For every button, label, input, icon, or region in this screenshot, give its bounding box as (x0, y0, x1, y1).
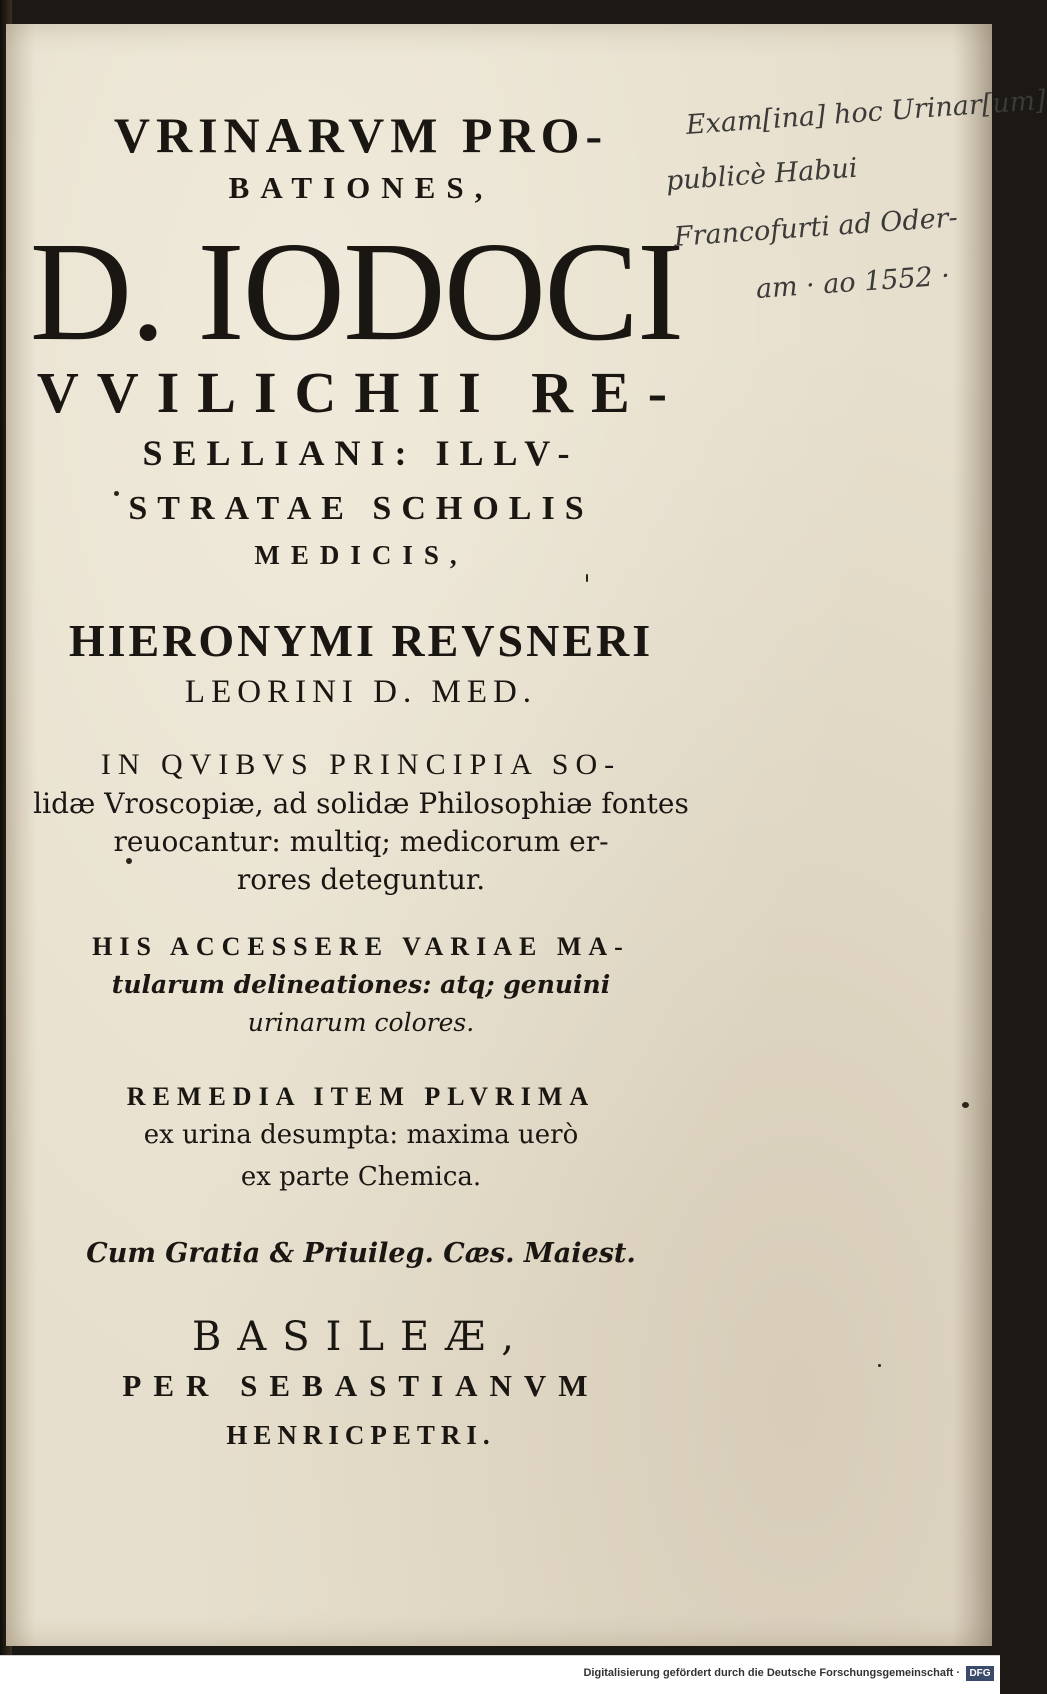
addition-line-2: tularum delineationes: atq; genuini (111, 970, 611, 999)
privilege-line: Cum Gratia & Priuileg. Cæs. Maiest. (86, 1238, 636, 1269)
title-line-1: VRINARVM PRO- (113, 107, 609, 163)
title-line-6: STRATAE SCHOLIS (128, 490, 594, 527)
remedies-line-3: ex parte Chemica. (240, 1162, 482, 1192)
addition-line-3: urinarum colores. (247, 1008, 475, 1037)
handwritten-note-line-2: publicè Habui (664, 152, 859, 197)
ink-speck (126, 858, 132, 864)
digitization-footer (0, 1655, 1000, 1694)
author-line-1: VVILICHII RE- (36, 360, 686, 425)
ink-speck (114, 491, 119, 496)
remedies-line-2: ex urina desumpta: maxima uerò (143, 1120, 579, 1150)
handwritten-note-line-1: Exam[ina] hoc Urinar[um] (684, 84, 1047, 141)
ink-speck (878, 1364, 881, 1367)
commentator-name: HIERONYMI REVSNERI (68, 615, 654, 666)
funding-credit: Digitalisierung gefördert durch die Deutsche Forschungsgemeinschaft · (583, 1667, 960, 1679)
imprint-printer-1: PER SEBASTIANVM (122, 1368, 600, 1403)
handwritten-note-line-3: Francofurti ad Oder- (672, 202, 959, 253)
title-page (6, 24, 1047, 1646)
title-line-2: BATIONES, (228, 170, 494, 205)
title-line-7: MEDICIS, (254, 540, 468, 570)
addition-line-1: HIS ACCESSERE VARIAE MA- (92, 932, 630, 961)
imprint-place: BASILEÆ, (192, 1314, 530, 1360)
ink-speck (962, 1102, 969, 1108)
description-line-2: lidæ Vroscopiæ, ad solidæ Philosophiæ fontes (33, 787, 689, 820)
dfg-logo-icon: DFG (966, 1666, 994, 1681)
author-name-large: D. IODOCI (29, 212, 683, 370)
imprint-printer-2: HENRICPETRI. (226, 1420, 496, 1450)
description-line-4: rores deteguntur. (236, 863, 486, 896)
description-line-1: IN QVIBVS PRINCIPIA SO- (100, 748, 622, 781)
remedies-line-1: REMEDIA ITEM PLVRIMA (126, 1082, 596, 1111)
commentator-title: LEORINI D. MED. (184, 674, 538, 710)
handwritten-note-line-4: am · ao 1552 · (754, 260, 951, 305)
author-line-2: SELLIANI: ILLV- (142, 433, 580, 473)
description-line-3: reuocantur: multiq; medicorum er- (113, 825, 609, 858)
ink-speck (586, 574, 588, 582)
